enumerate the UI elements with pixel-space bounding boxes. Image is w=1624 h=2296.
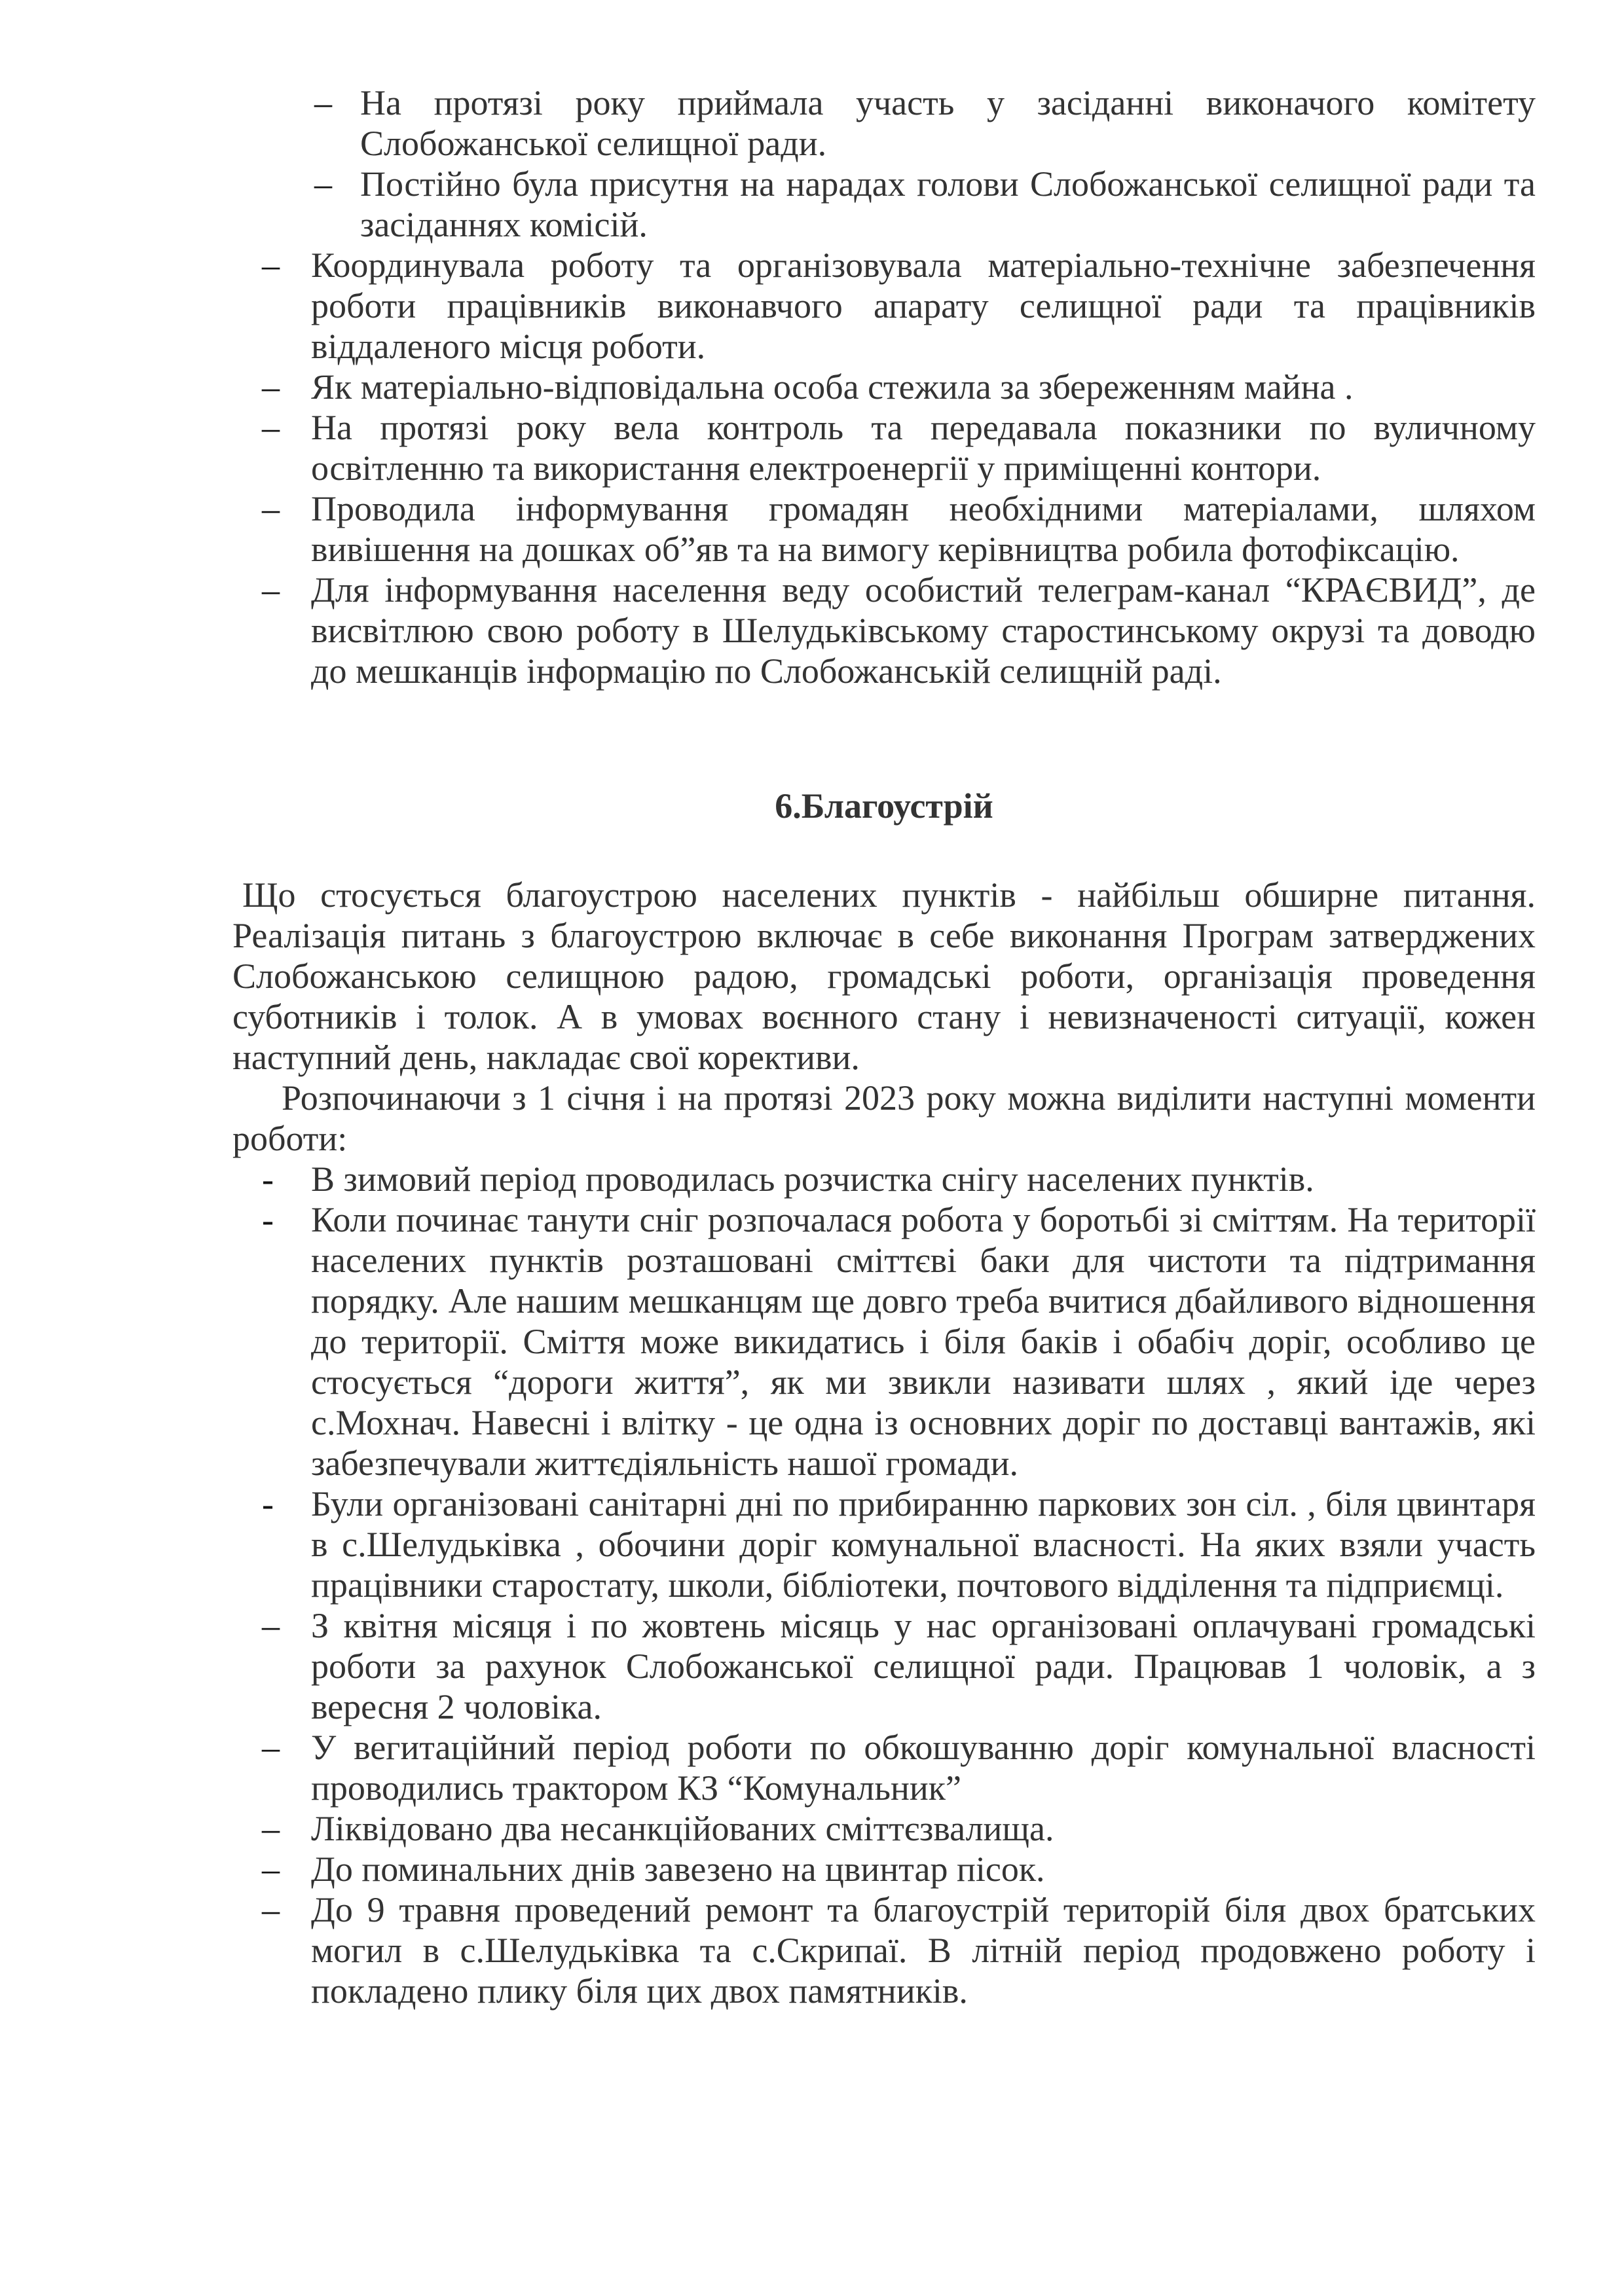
section-5-continuation — [232, 82, 1536, 691]
list-item-text: На протязі року приймала участь у засіданні виконачого комітету Слобожанської селищної ради. — [360, 83, 1536, 163]
dash-bullet-icon: – — [262, 489, 280, 528]
intro-paragraph: Що стосується благоустрою населених пунктів - найбільш обширне питання. Реалізація питань з благоустрою включає в себе виконання Програм затверджених Слобожанською селищною радою, громадські роботи, організація проведення суботників і толок. А в умовах воєнного стану і невизначеності ситуації, кожен наступний день, накладає свої корективи. — [232, 875, 1536, 1077]
dash-bullet-icon: – — [262, 1728, 280, 1767]
list-item — [232, 82, 1536, 164]
sub-bullet-list — [232, 82, 1536, 245]
section-heading: 6.Благоустрій — [775, 786, 993, 826]
list-item — [232, 488, 1536, 570]
bullet-list — [232, 1159, 1536, 2011]
list-item — [232, 1159, 1536, 1199]
list-item-text: Були організовані санітарні дні по прибиранню паркових зон сіл. , біля цвинтаря в с.Шелудьківка , обочини доріг комунальної власності. На яких взяли участь працівники старостату, школи, бібліотеки, почтового відділення та підприємці. — [311, 1484, 1536, 1605]
dash-bullet-icon: – — [262, 246, 280, 285]
list-item — [232, 1605, 1536, 1727]
list-item — [232, 570, 1536, 691]
section-6-heading-block — [232, 786, 1536, 826]
list-item — [232, 245, 1536, 367]
dash-bullet-icon: – — [314, 164, 332, 204]
list-item-text: Координувала роботу та організовувала матеріально-технічне забезпечення роботи працівників виконавчого апарату селищної ради та працівників віддаленого місця роботи. — [311, 246, 1536, 366]
list-item-text: До поминальних днів завезено на цвинтар пісок. — [311, 1850, 1045, 1889]
list-item — [232, 1808, 1536, 1849]
dash-bullet-icon: – — [262, 1606, 280, 1645]
dash-bullet-icon: – — [262, 408, 280, 447]
dash-bullet-icon: – — [262, 1890, 280, 1929]
list-item-text: З квітня місяця і по жовтень місяць у нас організовані оплачувані громадські роботи за рахунок Слобожанської селищної ради. Працював 1 чоловік, а з вересня 2 чоловіка. — [311, 1606, 1536, 1726]
bullet-list — [232, 245, 1536, 691]
list-item-text: На протязі року вела контроль та передавала показники по вуличному освітленню та використання електроенергії у приміщенні контори. — [311, 408, 1536, 488]
hyphen-bullet-icon: - — [262, 1159, 274, 1199]
list-item-text: У вегитаційний період роботи по обкошуванню доріг комунальної власності проводились трактором КЗ “Комунальник” — [311, 1728, 1536, 1808]
dash-bullet-icon: – — [262, 367, 280, 407]
hyphen-bullet-icon: - — [262, 1484, 274, 1523]
section-6-body — [232, 875, 1536, 2011]
list-item-text: Для інформування населення веду особистий телеграм-канал “КРАЄВИД”, де висвітлюю свою роботу в Шелудьківському старостинському окрузі та доводю до мешканців інформацію по Слобожанській селищній раді. — [311, 570, 1536, 691]
list-item — [232, 367, 1536, 407]
list-item — [232, 1484, 1536, 1605]
dash-bullet-icon: – — [314, 83, 332, 122]
list-item-text: Ліквідовано два несанкційованих сміттєзвалища. — [311, 1809, 1054, 1848]
hyphen-bullet-icon: - — [262, 1200, 274, 1239]
list-item-text: Постійно була присутня на нарадах голови Слобожанської селищної ради та засіданнях комісій. — [360, 164, 1536, 244]
list-item — [232, 1727, 1536, 1808]
list-item — [232, 1889, 1536, 2011]
list-item-text: До 9 травня проведений ремонт та благоустрій територій біля двох братських могил в с.Шелудьківка та с.Скрипаї. В літній період продовжено роботу і покладено плику біля цих двох памятників. — [311, 1890, 1536, 2011]
list-item-text: В зимовий період проводилась розчистка снігу населених пунктів. — [311, 1159, 1314, 1199]
dash-bullet-icon: – — [262, 570, 280, 610]
list-item-text: Проводила інформування громадян необхідними матеріалами, шляхом вивішення на дошках об”яв та на вимогу керівництва робила фотофіксацію. — [311, 489, 1536, 569]
list-item — [232, 1199, 1536, 1484]
list-item — [232, 1849, 1536, 1889]
second-paragraph: Розпочинаючи з 1 січня і на протязі 2023 року можна виділити наступні моменти роботи: — [232, 1078, 1536, 1158]
list-item — [232, 164, 1536, 245]
list-item-text: Як матеріально-відповідальна особа стежила за збереженням майна . — [311, 367, 1354, 407]
list-item — [232, 407, 1536, 488]
list-item-text: Коли починає танути сніг розпочалася робота у боротьбі зі сміттям. На території населених пунктів розташовані сміттєві баки для чистоти та підтримання порядку. Але нашим мешканцям ще довго треба вчитися дбайливого відношення до території. Сміття може викидатись і біля баків і обабіч доріг, особливо це стосується “дороги життя”, як ми звикли називати шлях , який іде через с.Мохнач. Навесні і влітку - це одна із основних доріг по доставці вантажів, які забезпечували життєдіяльність нашої громади. — [311, 1200, 1536, 1483]
dash-bullet-icon: – — [262, 1850, 280, 1889]
dash-bullet-icon: – — [262, 1809, 280, 1848]
